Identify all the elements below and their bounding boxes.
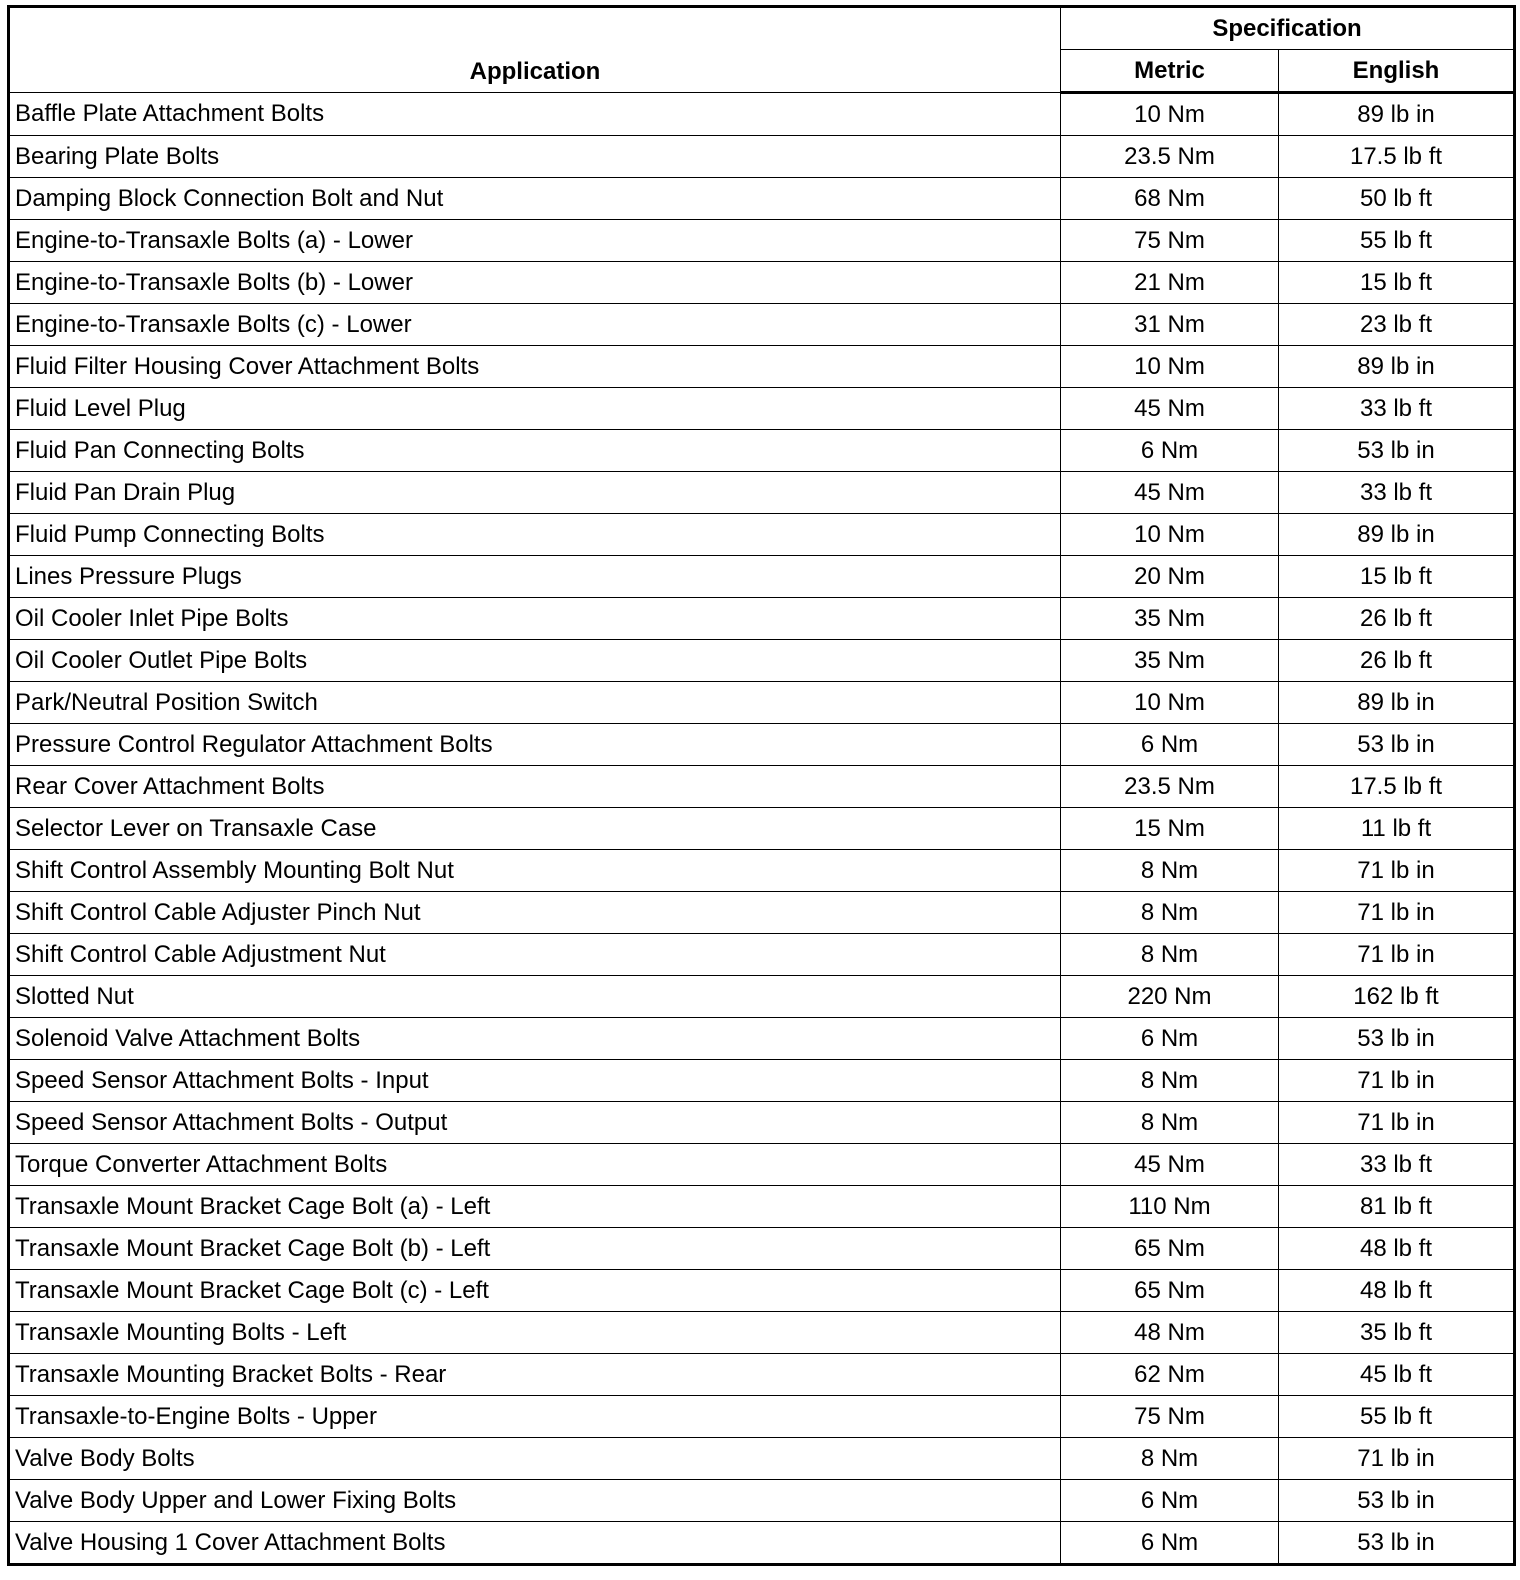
application-cell: Baffle Plate Attachment Bolts: [9, 93, 1061, 136]
metric-cell: 48 Nm: [1061, 1312, 1279, 1354]
metric-cell: 6 Nm: [1061, 724, 1279, 766]
table-row: [9, 724, 1515, 766]
application-cell: Transaxle Mount Bracket Cage Bolt (a) - Left: [9, 1186, 1061, 1228]
table-row: [9, 1060, 1515, 1102]
english-cell: 162 lb ft: [1279, 976, 1515, 1018]
english-cell: 71 lb in: [1279, 934, 1515, 976]
metric-cell: 21 Nm: [1061, 262, 1279, 304]
table-header: [9, 7, 1515, 93]
table-row: [9, 850, 1515, 892]
table-row: [9, 93, 1515, 136]
application-cell: Engine-to-Transaxle Bolts (a) - Lower: [9, 220, 1061, 262]
table-row: [9, 262, 1515, 304]
english-cell: 55 lb ft: [1279, 1396, 1515, 1438]
table-row: [9, 1144, 1515, 1186]
metric-cell: 8 Nm: [1061, 850, 1279, 892]
application-cell: Selector Lever on Transaxle Case: [9, 808, 1061, 850]
table-row: [9, 1186, 1515, 1228]
english-cell: 55 lb ft: [1279, 220, 1515, 262]
table-row: [9, 1438, 1515, 1480]
application-cell: Park/Neutral Position Switch: [9, 682, 1061, 724]
metric-cell: 65 Nm: [1061, 1228, 1279, 1270]
english-cell: 53 lb in: [1279, 1480, 1515, 1522]
table-row: [9, 1354, 1515, 1396]
metric-cell: 45 Nm: [1061, 1144, 1279, 1186]
metric-cell: 8 Nm: [1061, 1060, 1279, 1102]
table-row: [9, 346, 1515, 388]
english-cell: 15 lb ft: [1279, 556, 1515, 598]
application-cell: Valve Housing 1 Cover Attachment Bolts: [9, 1522, 1061, 1565]
english-cell: 71 lb in: [1279, 1102, 1515, 1144]
metric-cell: 20 Nm: [1061, 556, 1279, 598]
english-cell: 45 lb ft: [1279, 1354, 1515, 1396]
table-row: [9, 1522, 1515, 1565]
metric-cell: 35 Nm: [1061, 640, 1279, 682]
metric-cell: 65 Nm: [1061, 1270, 1279, 1312]
application-cell: Transaxle Mount Bracket Cage Bolt (c) - Left: [9, 1270, 1061, 1312]
table-row: [9, 766, 1515, 808]
metric-cell: 45 Nm: [1061, 388, 1279, 430]
application-cell: Damping Block Connection Bolt and Nut: [9, 178, 1061, 220]
application-cell: Transaxle Mounting Bracket Bolts - Rear: [9, 1354, 1061, 1396]
english-cell: 71 lb in: [1279, 892, 1515, 934]
table-row: [9, 682, 1515, 724]
english-cell: 23 lb ft: [1279, 304, 1515, 346]
metric-cell: 68 Nm: [1061, 178, 1279, 220]
specification-header: Specification: [1061, 7, 1515, 50]
application-cell: Shift Control Cable Adjustment Nut: [9, 934, 1061, 976]
metric-cell: 10 Nm: [1061, 93, 1279, 136]
application-cell: Valve Body Upper and Lower Fixing Bolts: [9, 1480, 1061, 1522]
english-cell: 26 lb ft: [1279, 640, 1515, 682]
metric-cell: 10 Nm: [1061, 682, 1279, 724]
metric-cell: 8 Nm: [1061, 934, 1279, 976]
table-row: [9, 808, 1515, 850]
table-row: [9, 1018, 1515, 1060]
english-cell: 71 lb in: [1279, 1060, 1515, 1102]
english-cell: 53 lb in: [1279, 1522, 1515, 1565]
english-cell: 89 lb in: [1279, 93, 1515, 136]
application-cell: Engine-to-Transaxle Bolts (b) - Lower: [9, 262, 1061, 304]
english-cell: 89 lb in: [1279, 682, 1515, 724]
application-cell: Fluid Level Plug: [9, 388, 1061, 430]
application-cell: Oil Cooler Outlet Pipe Bolts: [9, 640, 1061, 682]
metric-cell: 75 Nm: [1061, 1396, 1279, 1438]
english-header: English: [1279, 50, 1515, 93]
application-header: Application: [9, 7, 1061, 93]
application-cell: Fluid Pan Connecting Bolts: [9, 430, 1061, 472]
application-cell: Fluid Pump Connecting Bolts: [9, 514, 1061, 556]
table-row: [9, 304, 1515, 346]
table-row: [9, 1396, 1515, 1438]
metric-cell: 31 Nm: [1061, 304, 1279, 346]
application-cell: Fluid Filter Housing Cover Attachment Bolts: [9, 346, 1061, 388]
table-row: [9, 136, 1515, 178]
english-cell: 33 lb ft: [1279, 1144, 1515, 1186]
metric-cell: 15 Nm: [1061, 808, 1279, 850]
table-row: [9, 388, 1515, 430]
table-row: [9, 934, 1515, 976]
table-row: [9, 1312, 1515, 1354]
table-row: [9, 556, 1515, 598]
application-cell: Bearing Plate Bolts: [9, 136, 1061, 178]
torque-spec-table: [7, 5, 1516, 1566]
table-row: [9, 1270, 1515, 1312]
metric-cell: 10 Nm: [1061, 514, 1279, 556]
application-cell: Valve Body Bolts: [9, 1438, 1061, 1480]
english-cell: 53 lb in: [1279, 1018, 1515, 1060]
application-cell: Torque Converter Attachment Bolts: [9, 1144, 1061, 1186]
english-cell: 81 lb ft: [1279, 1186, 1515, 1228]
english-cell: 33 lb ft: [1279, 388, 1515, 430]
english-cell: 15 lb ft: [1279, 262, 1515, 304]
table-row: [9, 514, 1515, 556]
metric-cell: 8 Nm: [1061, 1438, 1279, 1480]
application-cell: Shift Control Cable Adjuster Pinch Nut: [9, 892, 1061, 934]
metric-cell: 220 Nm: [1061, 976, 1279, 1018]
application-cell: Shift Control Assembly Mounting Bolt Nut: [9, 850, 1061, 892]
english-cell: 53 lb in: [1279, 724, 1515, 766]
application-cell: Transaxle-to-Engine Bolts - Upper: [9, 1396, 1061, 1438]
metric-cell: 35 Nm: [1061, 598, 1279, 640]
metric-cell: 6 Nm: [1061, 1522, 1279, 1565]
table-row: [9, 598, 1515, 640]
table-row: [9, 220, 1515, 262]
application-cell: Fluid Pan Drain Plug: [9, 472, 1061, 514]
application-cell: Speed Sensor Attachment Bolts - Output: [9, 1102, 1061, 1144]
application-cell: Engine-to-Transaxle Bolts (c) - Lower: [9, 304, 1061, 346]
metric-cell: 62 Nm: [1061, 1354, 1279, 1396]
application-cell: Speed Sensor Attachment Bolts - Input: [9, 1060, 1061, 1102]
metric-cell: 6 Nm: [1061, 1480, 1279, 1522]
english-cell: 17.5 lb ft: [1279, 766, 1515, 808]
metric-cell: 6 Nm: [1061, 1018, 1279, 1060]
application-cell: Rear Cover Attachment Bolts: [9, 766, 1061, 808]
application-cell: Transaxle Mount Bracket Cage Bolt (b) - Left: [9, 1228, 1061, 1270]
english-cell: 50 lb ft: [1279, 178, 1515, 220]
english-cell: 48 lb ft: [1279, 1228, 1515, 1270]
table-row: [9, 1480, 1515, 1522]
table-row: [9, 640, 1515, 682]
english-cell: 17.5 lb ft: [1279, 136, 1515, 178]
metric-cell: 23.5 Nm: [1061, 136, 1279, 178]
english-cell: 53 lb in: [1279, 430, 1515, 472]
english-cell: 11 lb ft: [1279, 808, 1515, 850]
table-body: [9, 93, 1515, 1565]
english-cell: 89 lb in: [1279, 346, 1515, 388]
english-cell: 48 lb ft: [1279, 1270, 1515, 1312]
table-row: [9, 976, 1515, 1018]
metric-cell: 8 Nm: [1061, 892, 1279, 934]
application-cell: Lines Pressure Plugs: [9, 556, 1061, 598]
metric-cell: 75 Nm: [1061, 220, 1279, 262]
table-row: [9, 892, 1515, 934]
table-row: [9, 1228, 1515, 1270]
application-cell: Transaxle Mounting Bolts - Left: [9, 1312, 1061, 1354]
application-cell: Solenoid Valve Attachment Bolts: [9, 1018, 1061, 1060]
metric-cell: 110 Nm: [1061, 1186, 1279, 1228]
english-cell: 89 lb in: [1279, 514, 1515, 556]
table-row: [9, 430, 1515, 472]
application-cell: Pressure Control Regulator Attachment Bolts: [9, 724, 1061, 766]
metric-header: Metric: [1061, 50, 1279, 93]
english-cell: 71 lb in: [1279, 850, 1515, 892]
table-row: [9, 178, 1515, 220]
metric-cell: 10 Nm: [1061, 346, 1279, 388]
metric-cell: 6 Nm: [1061, 430, 1279, 472]
english-cell: 26 lb ft: [1279, 598, 1515, 640]
application-cell: Oil Cooler Inlet Pipe Bolts: [9, 598, 1061, 640]
english-cell: 33 lb ft: [1279, 472, 1515, 514]
metric-cell: 45 Nm: [1061, 472, 1279, 514]
table-row: [9, 472, 1515, 514]
metric-cell: 23.5 Nm: [1061, 766, 1279, 808]
english-cell: 71 lb in: [1279, 1438, 1515, 1480]
application-cell: Slotted Nut: [9, 976, 1061, 1018]
english-cell: 35 lb ft: [1279, 1312, 1515, 1354]
metric-cell: 8 Nm: [1061, 1102, 1279, 1144]
table-row: [9, 1102, 1515, 1144]
